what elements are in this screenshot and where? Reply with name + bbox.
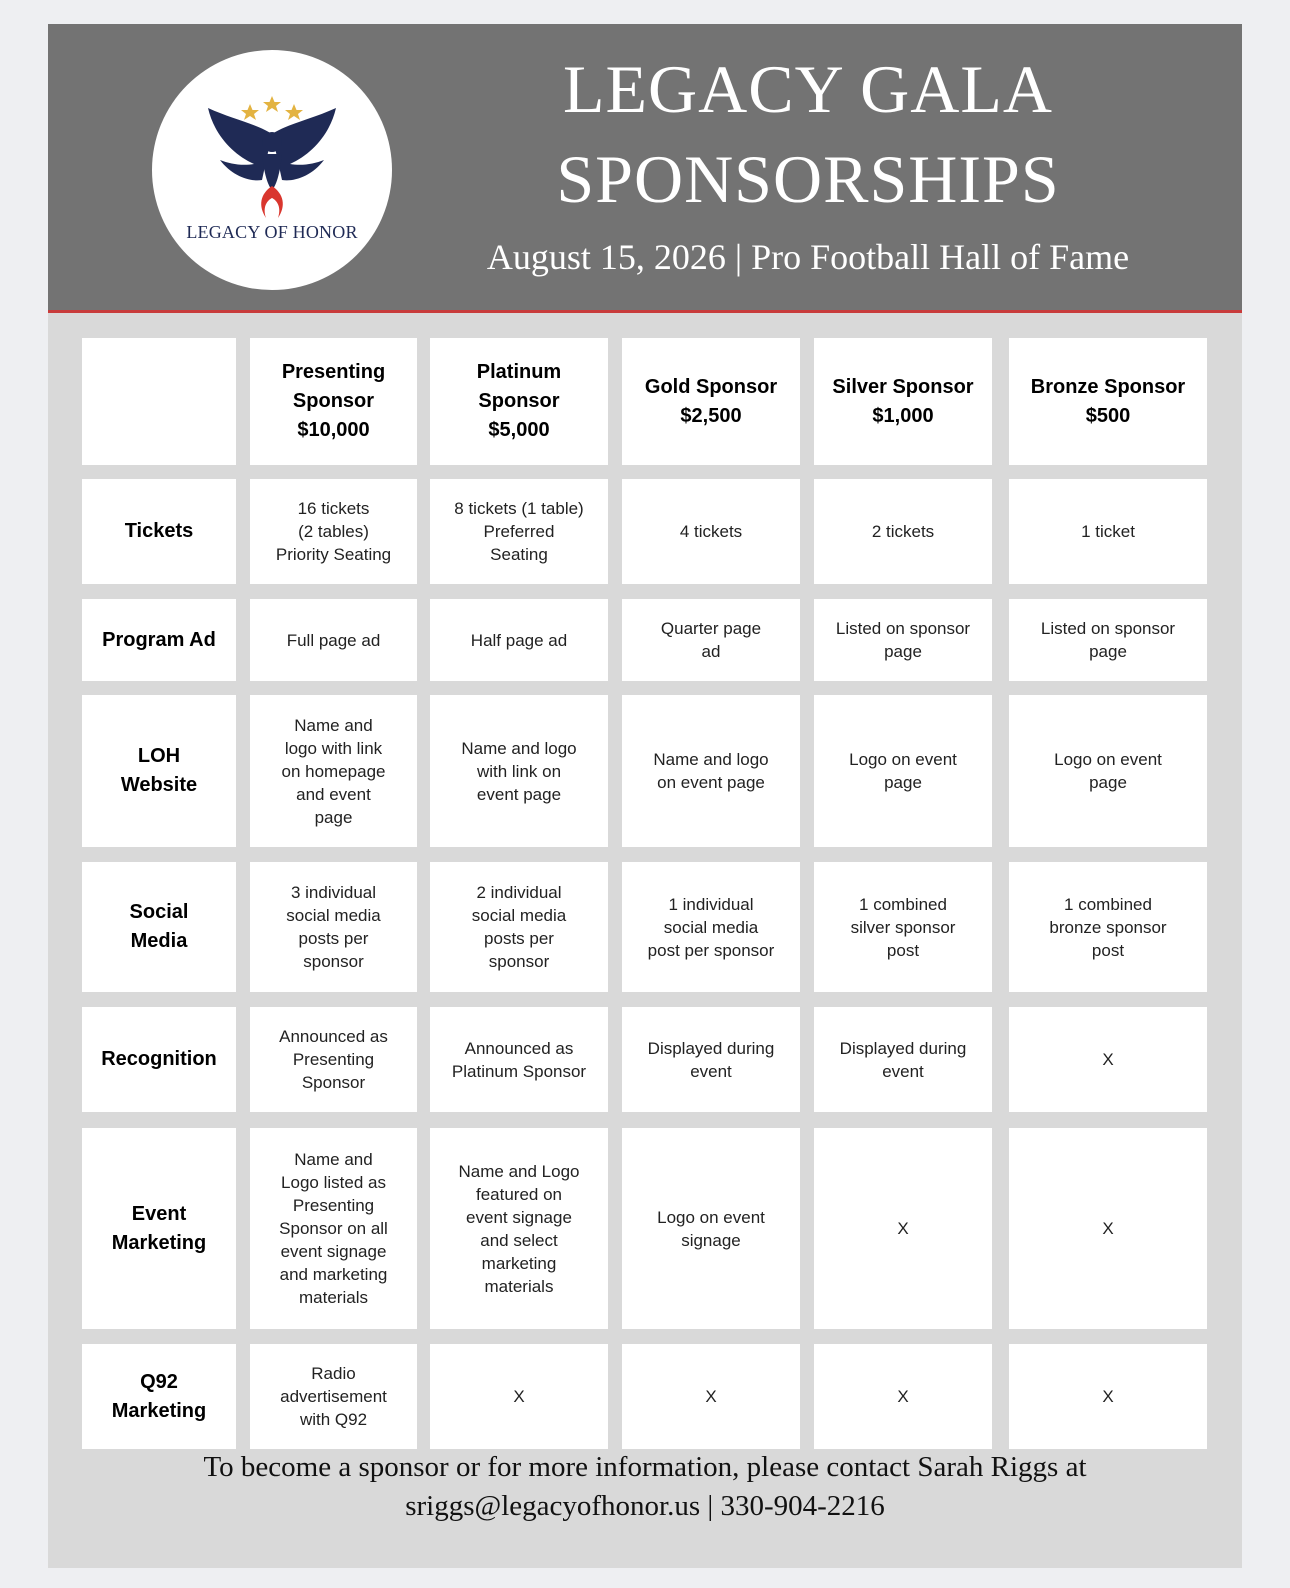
table-cell: 4 tickets <box>622 479 800 584</box>
column-header: Bronze Sponsor $500 <box>1009 338 1207 465</box>
table-cell: Name and logo with link on event page <box>430 695 608 847</box>
header-banner <box>48 24 1242 313</box>
table-cell: 16 tickets (2 tables) Priority Seating <box>250 479 417 584</box>
table-cell: Listed on sponsor page <box>1009 599 1207 681</box>
table-cell: X <box>1009 1128 1207 1329</box>
contact-line-1: To become a sponsor or for more information, please contact Sarah Riggs at <box>203 1451 1087 1483</box>
table-cell: Name and logo with link on homepage and event page <box>250 695 417 847</box>
page-title <box>408 44 1208 224</box>
table-cell: X <box>1009 1007 1207 1112</box>
table-cell: Announced as Platinum Sponsor <box>430 1007 608 1112</box>
column-header: Gold Sponsor $2,500 <box>622 338 800 465</box>
table-cell: Logo on event page <box>814 695 992 847</box>
table-cell: Radio advertisement with Q92 <box>250 1344 417 1449</box>
table-cell: Name and Logo featured on event signage and select marketing materials <box>430 1128 608 1329</box>
table-corner-cell <box>82 338 236 465</box>
logo-text: LEGACY OF HONOR <box>186 222 358 242</box>
table-cell: 1 individual social media post per sponsor <box>622 862 800 992</box>
row-label: Q92 Marketing <box>82 1344 236 1449</box>
table-cell: 1 ticket <box>1009 479 1207 584</box>
title-line-2: SPONSORSHIPS <box>556 141 1060 217</box>
eagle-icon <box>202 94 342 222</box>
row-label: Recognition <box>82 1007 236 1112</box>
table-cell: 3 individual social media posts per sponsor <box>250 862 417 992</box>
legacy-of-honor-logo <box>152 50 392 290</box>
title-line-1: LEGACY GALA <box>562 51 1054 127</box>
row-label: Social Media <box>82 862 236 992</box>
row-label: Tickets <box>82 479 236 584</box>
contact-line-2: sriggs@legacyofhonor.us | 330-904-2216 <box>405 1490 885 1522</box>
row-label: Program Ad <box>82 599 236 681</box>
table-cell: Name and Logo listed as Presenting Sponsor on all event signage and marketing materials <box>250 1128 417 1329</box>
table-cell: Full page ad <box>250 599 417 681</box>
table-cell: X <box>814 1128 992 1329</box>
table-cell: 2 tickets <box>814 479 992 584</box>
table-cell: Displayed during event <box>814 1007 992 1112</box>
row-label: LOH Website <box>82 695 236 847</box>
table-cell: Announced as Presenting Sponsor <box>250 1007 417 1112</box>
row-label: Event Marketing <box>82 1128 236 1329</box>
table-cell: 1 combined bronze sponsor post <box>1009 862 1207 992</box>
event-date-venue: August 15, 2026 | Pro Football Hall of Fame <box>486 237 1130 277</box>
table-cell: Half page ad <box>430 599 608 681</box>
contact-footer <box>80 1448 1210 1526</box>
table-cell: X <box>622 1344 800 1449</box>
table-cell: 2 individual social media posts per sponsor <box>430 862 608 992</box>
table-cell: Logo on event signage <box>622 1128 800 1329</box>
table-cell: Logo on event page <box>1009 695 1207 847</box>
table-cell: 8 tickets (1 table) Preferred Seating <box>430 479 608 584</box>
table-cell: Name and logo on event page <box>622 695 800 847</box>
table-cell: X <box>1009 1344 1207 1449</box>
column-header: Silver Sponsor $1,000 <box>814 338 992 465</box>
table-cell: X <box>814 1344 992 1449</box>
table-cell: Displayed during event <box>622 1007 800 1112</box>
table-cell: X <box>430 1344 608 1449</box>
table-cell: Listed on sponsor page <box>814 599 992 681</box>
column-header: Presenting Sponsor $10,000 <box>250 338 417 465</box>
table-cell: 1 combined silver sponsor post <box>814 862 992 992</box>
column-header: Platinum Sponsor $5,000 <box>430 338 608 465</box>
table-cell: Quarter page ad <box>622 599 800 681</box>
